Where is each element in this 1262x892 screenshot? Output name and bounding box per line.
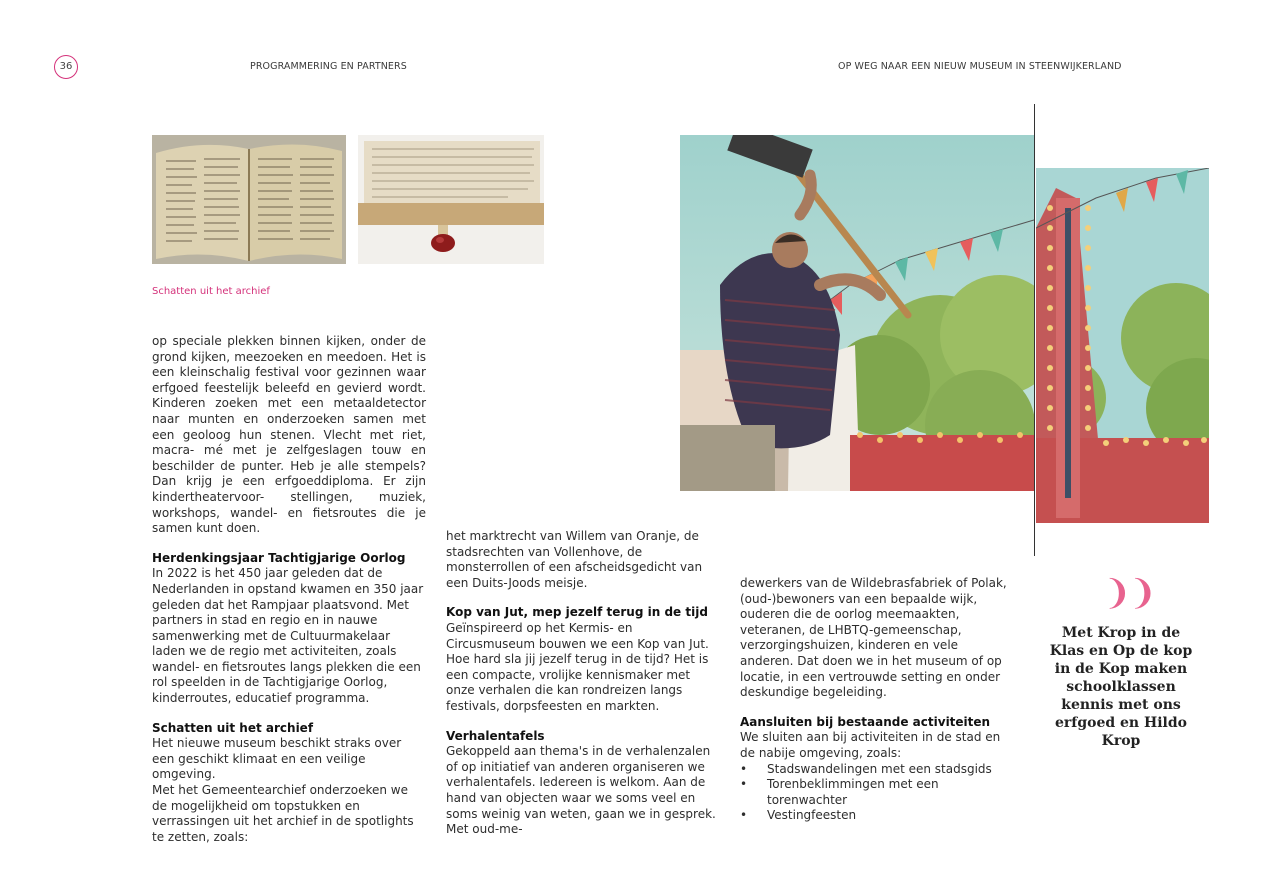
carnival-tower-photo	[1036, 168, 1209, 523]
quote-mark-icon: ❩❩	[1103, 573, 1154, 613]
kop-van-jut-photo	[680, 135, 1034, 491]
heading-kop-van-jut: Kop van Jut, mep jezelf terug in de tijd	[446, 605, 708, 620]
list-item: • Stadswandelingen met een stadsgids	[740, 762, 1014, 778]
archive-book-photo	[152, 135, 346, 264]
heading-verhalentafels: Verhalentafels	[446, 728, 545, 743]
pull-quote: Met Krop in de Klas en Op de kop in de Kop maken schoolklassen kennis met ons erfgoed en Hildo Krop	[1049, 625, 1193, 749]
paragraph-schatten-archief-a: Het nieuwe museum beschikt straks over een geschikt klimaat en een veilige omgeving.	[152, 736, 402, 782]
paragraph-schatten-archief-b: Met het Gemeentearchief onderzoeken we de mogelijkheid om topstukken en verrassingen uit het archief in de spotlights te zetten, zoals:	[152, 783, 414, 844]
paragraph-marktrecht: het marktrecht van Willem van Oranje, de stadsrechten van Vollenhove, de monsterrollen of een afscheidsgedicht van een Duits-Joods meisje.	[446, 529, 703, 590]
activities-list	[740, 762, 1014, 824]
text-column-2	[446, 529, 720, 838]
running-header-right: OP WEG NAAR EEN NIEUW MUSEUM IN STEENWIJKERLAND	[838, 61, 1122, 72]
list-item: • Vestingfeesten	[740, 808, 1014, 824]
paragraph-tachtigjarige-oorlog: In 2022 is het 450 jaar geleden dat de Nederlanden in opstand kwamen en 350 jaar geleden dat het Rampjaar plaatsvond. Met partners in stad en regio en in nauwe samenwerking met de Cultuurmakelaar laden we de regio met activiteiten, zoals wandel- en fietsroutes langs plekken die een rol speelden in de Tachtigjarige Oorlog, kinderroutes, educatief programma.	[152, 566, 424, 706]
heading-schatten-archief: Schatten uit het archief	[152, 720, 314, 735]
archive-charter-photo	[358, 135, 544, 264]
intro-paragraph: op speciale plekken binnen kijken, onder de grond kijken, meezoeken en meedoen. Het is een kleinschalig festival voor gezinnen waar erfgoed feestelijk beleefd en gevierd wordt. Kinderen zoeken met een metaaldetector naar munten en onderzoeken samen met een geoloog hun stenen. Vlecht met riet, macra- mé met je zelfgeslagen touw en beschilder de punter. Heb je alle stempels? Dan krijg je een erfgoeddiploma. Er zijn kindertheatervoor- stellingen, muziek, workshops, wandel- en fietsroutes die je samen kunt doen.	[152, 334, 426, 536]
photo-caption: Schatten uit het archief	[152, 286, 270, 297]
paragraph-oud-medewerkers: dewerkers van de Wildebrasfabriek of Polak, (oud-)bewoners van een bepaalde wijk, ouderen die de oorlog meemaakten, veteranen, de LHBTQ-gemeenschap, verzorgingshuizen, kinderen en vele anderen. Dat doen we in het museum of op locatie, in een vertrouwde setting en onder deskundige begeleiding.	[740, 576, 1007, 700]
list-item: • Torenbeklimmingen met een torenwachter	[740, 777, 1014, 808]
page-number: 36	[54, 55, 78, 79]
text-column-1	[152, 334, 426, 845]
paragraph-bestaande-activiteiten: We sluiten aan bij activiteiten in de stad en de nabije omgeving, zoals:	[740, 730, 1001, 760]
text-column-3	[740, 576, 1014, 824]
heading-bestaande-activiteiten: Aansluiten bij bestaande activiteiten	[740, 714, 991, 729]
paragraph-kop-van-jut: Geïnspireerd op het Kermis- en Circusmuseum bouwen we een Kop van Jut. Hoe hard sla jij jezelf terug in de tijd? Het is een compacte, vrolijke kennismaker met onze verhalen die kan rondreizen langs festivals, dorpsfeesten en markten.	[446, 620, 709, 713]
vertical-divider	[1034, 104, 1035, 556]
paragraph-verhalentafels: Gekoppeld aan thema's in de verhalenzalen of op initiatief van anderen organiseren we verhalentafels. Iedereen is welkom. Aan de hand van objecten waar we soms veel en soms weinig van weten, gaan we in gesprek. Met oud-me-	[446, 744, 716, 837]
heading-tachtigjarige-oorlog: Herdenkingsjaar Tachtigjarige Oorlog	[152, 550, 406, 565]
running-header-left: PROGRAMMERING EN PARTNERS	[250, 61, 407, 72]
